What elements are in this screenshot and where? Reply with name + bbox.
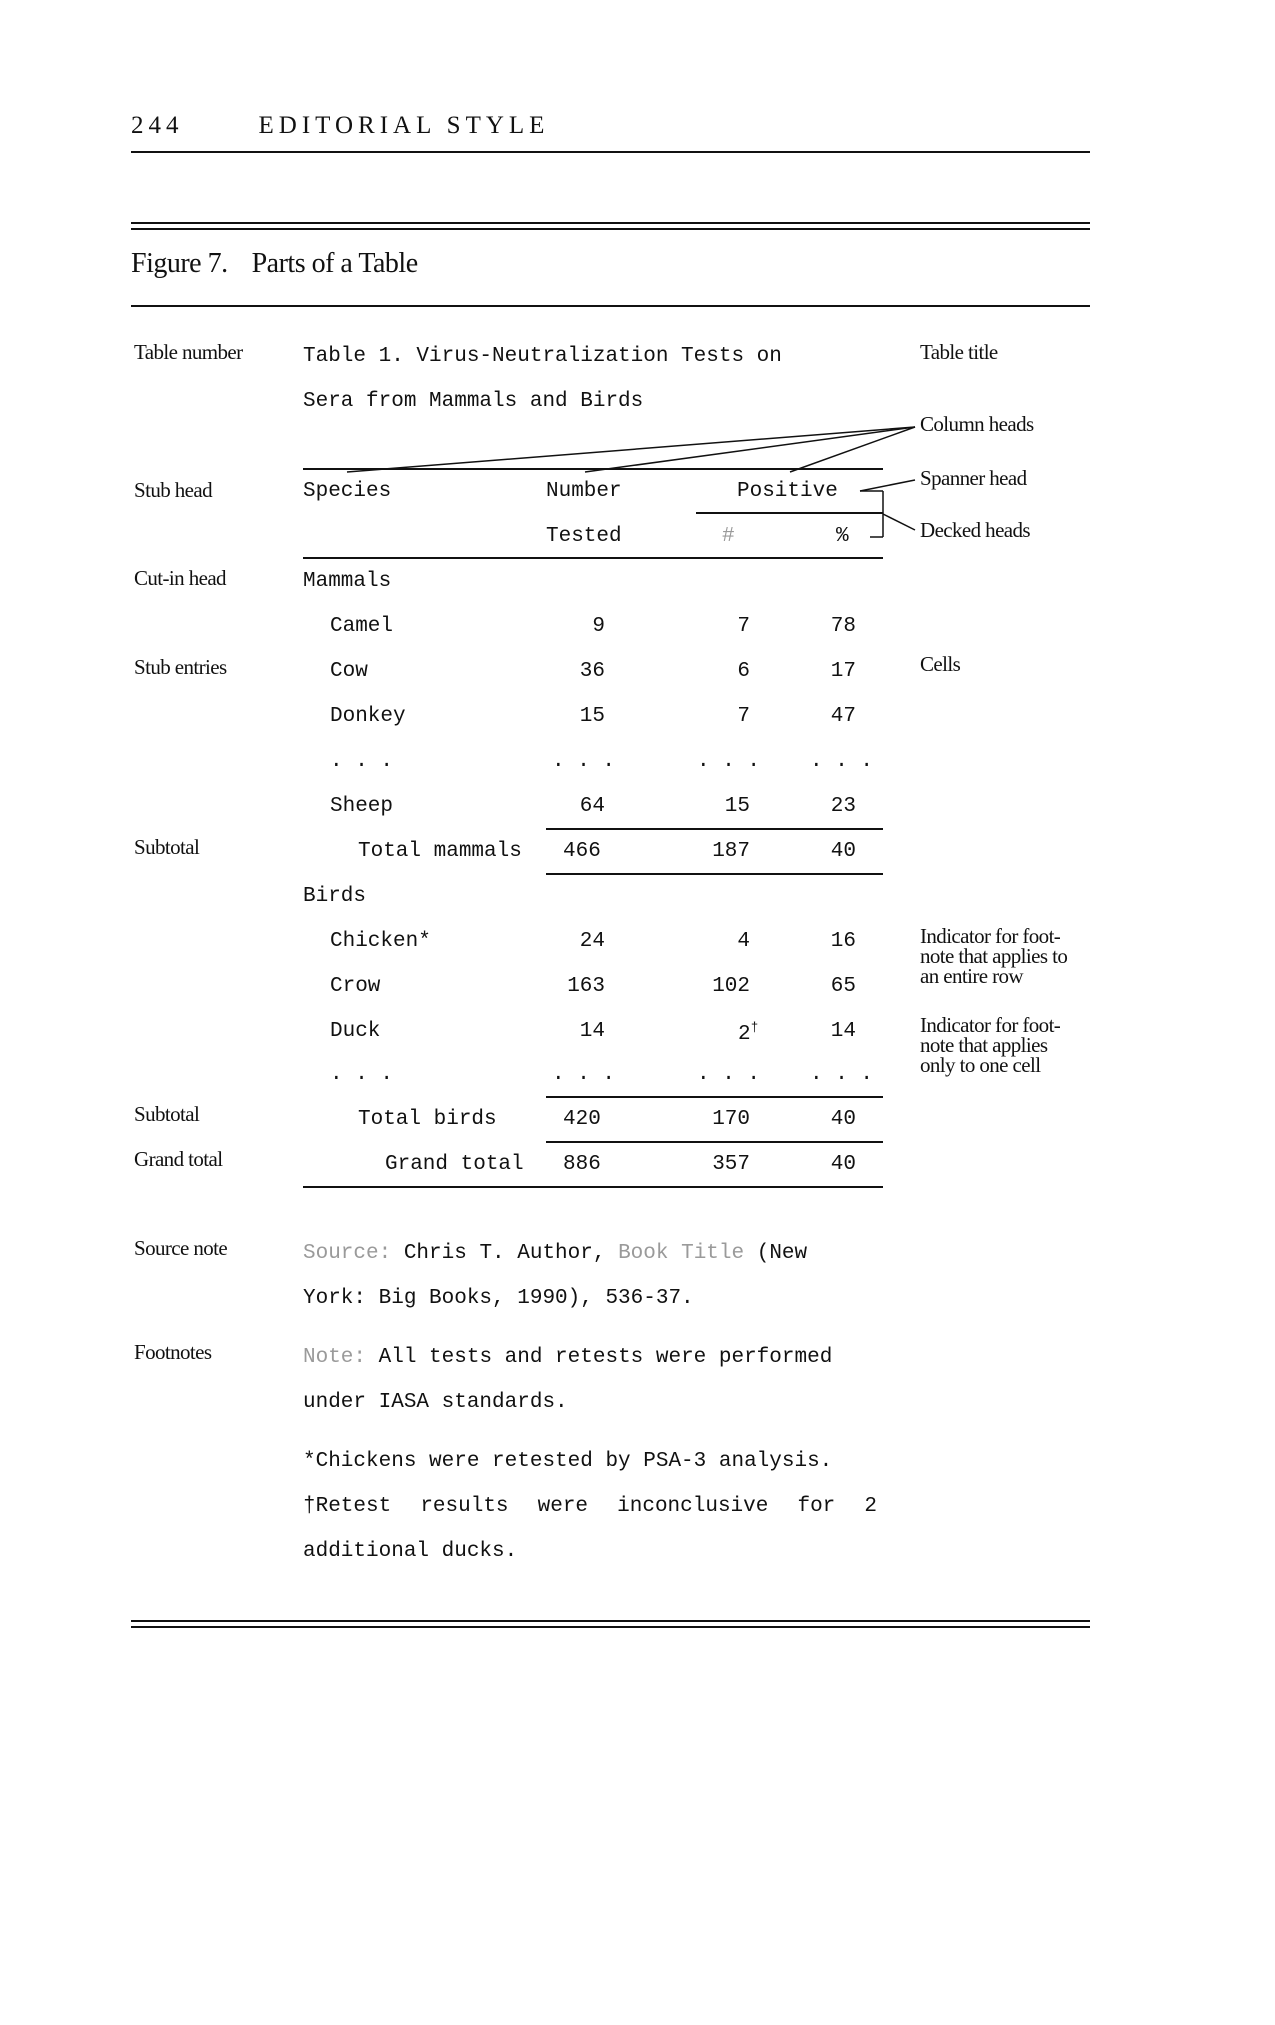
source-book-title: Book Title <box>618 1242 745 1265</box>
subtotal-birds-top-rule <box>546 1096 883 1098</box>
annotation-decked-heads: Decked heads <box>920 518 1030 542</box>
cell-positive: 15 <box>724 795 750 818</box>
stub-entry: Crow <box>330 975 381 998</box>
stub-entry: Cow <box>330 660 368 683</box>
column-head-tested: Tested <box>546 525 622 548</box>
cell-tested: 36 <box>579 660 605 683</box>
subtotal-row-mammals <box>0 840 1275 870</box>
ellipsis: . . . <box>810 1063 874 1086</box>
cell-tested: 24 <box>579 930 605 953</box>
subtotal-label: Total birds <box>358 1108 497 1131</box>
table-row <box>0 795 1275 825</box>
column-heads-pointer-positive <box>790 427 915 472</box>
figure-title: Parts of a Table <box>251 248 418 279</box>
stub-entry: Donkey <box>330 705 406 728</box>
annotation-column-heads: Column heads <box>920 412 1034 436</box>
annotation-grand-total: Grand total <box>134 1147 223 1171</box>
table-top-rule <box>303 468 883 470</box>
cell-percent: 40 <box>830 1153 856 1176</box>
ellipsis: . . . <box>330 750 394 773</box>
annotation-subtotal-mammals: Subtotal <box>134 835 200 859</box>
spanner-rule <box>696 512 883 514</box>
cell-tested: 9 <box>592 615 605 638</box>
annotation-cut-in-head: Cut-in head <box>134 566 226 590</box>
decked-head-count: # <box>722 525 735 548</box>
annotation-row-footnote-line: note that applies to <box>920 944 1068 968</box>
grand-total-row <box>0 1153 1275 1183</box>
source-note-line-2: York: Big Books, 1990), 536-37. <box>303 1287 694 1310</box>
figure-bottom-rule-2 <box>131 1626 1090 1628</box>
cell-positive-value: 2 <box>738 1023 751 1046</box>
annotation-table-number: Table number <box>134 340 243 364</box>
cell-tested: 64 <box>579 795 605 818</box>
annotation-cell-footnote-line: Indicator for foot- <box>920 1013 1061 1037</box>
page-number: 244 <box>131 112 184 139</box>
figure-bottom-rule-1 <box>131 1620 1090 1622</box>
subtotal-mammals-top-rule <box>546 828 883 830</box>
cell-positive: 7 <box>737 705 750 728</box>
cell-percent: 47 <box>830 705 856 728</box>
cell-positive <box>738 1020 758 1046</box>
footnote-word: were <box>537 1495 589 1518</box>
spanner-head-positive: Positive <box>737 480 838 503</box>
stub-entry: Camel <box>330 615 394 638</box>
table-bottom-rule <box>303 1186 883 1188</box>
table-title-line-1: Table 1. Virus-Neutralization Tests on <box>303 345 782 368</box>
cell-tested: 420 <box>563 1108 601 1131</box>
cut-in-head-mammals: Mammals <box>303 570 392 593</box>
source-rest: (New <box>756 1242 808 1265</box>
annotation-subtotal-birds: Subtotal <box>134 1102 200 1126</box>
annotation-footnotes: Footnotes <box>134 1340 212 1364</box>
table-row <box>0 660 1275 690</box>
ellipsis: . . . <box>552 750 616 773</box>
cell-percent: 23 <box>830 795 856 818</box>
cell-tested: 886 <box>563 1153 601 1176</box>
footnote-dagger-line-1 <box>303 1495 877 1518</box>
cell-tested: 466 <box>563 840 601 863</box>
cell-percent: 14 <box>830 1020 856 1043</box>
cell-positive: 187 <box>712 840 750 863</box>
source-lead: Source: <box>303 1242 392 1265</box>
source-author: Chris T. Author, <box>403 1242 606 1265</box>
column-head-number: Number <box>546 480 622 503</box>
decked-heads-pointer <box>883 514 915 530</box>
footnote-word: inconclusive <box>617 1495 769 1518</box>
dagger-indicator: † <box>750 1020 759 1035</box>
subtotal-row-birds <box>0 1108 1275 1138</box>
annotation-stub-entries: Stub entries <box>134 655 227 679</box>
cell-percent: 17 <box>830 660 856 683</box>
cell-positive: 102 <box>712 975 750 998</box>
cell-tested: 15 <box>579 705 605 728</box>
annotation-row-footnote-line: an entire row <box>920 964 1023 988</box>
table-row <box>0 1020 1275 1050</box>
cell-positive: 4 <box>737 930 750 953</box>
footnote-word: †Retest <box>303 1495 392 1518</box>
annotation-stub-head: Stub head <box>134 478 213 502</box>
cell-tested: 163 <box>567 975 605 998</box>
running-title: EDITORIAL STYLE <box>258 112 550 139</box>
table-row <box>0 705 1275 735</box>
footnote-word: results <box>420 1495 509 1518</box>
annotation-row-footnote-line: Indicator for foot- <box>920 924 1061 948</box>
cell-positive: 7 <box>737 615 750 638</box>
note-text: All tests and retests were performed <box>378 1346 833 1369</box>
table-row-ellipsis <box>0 1063 1275 1093</box>
annotation-cell-footnote-line: note that applies <box>920 1033 1048 1057</box>
note-line-1 <box>303 1346 832 1369</box>
cell-positive: 170 <box>712 1108 750 1131</box>
footnote-word: 2 <box>864 1495 877 1518</box>
subtotal-label: Total mammals <box>358 840 522 863</box>
stub-entry: Chicken* <box>330 930 431 953</box>
footnote-dagger-line-2: additional ducks. <box>303 1540 518 1563</box>
cell-percent: 40 <box>830 1108 856 1131</box>
note-lead: Note: <box>303 1346 367 1369</box>
cut-in-head-birds: Birds <box>303 885 367 908</box>
grand-total-label: Grand total <box>385 1153 524 1176</box>
annotation-cells: Cells <box>920 652 961 676</box>
header-bottom-rule <box>303 557 883 559</box>
table-row <box>0 975 1275 1005</box>
annotation-source-note: Source note <box>134 1236 228 1260</box>
ellipsis: . . . <box>810 750 874 773</box>
cell-positive: 357 <box>712 1153 750 1176</box>
note-line-2: under IASA standards. <box>303 1391 568 1414</box>
table-title-line-2: Sera from Mammals and Birds <box>303 390 644 413</box>
stub-entry: Duck <box>330 1020 381 1043</box>
stub-head-species: Species <box>303 480 392 503</box>
ellipsis: . . . <box>697 750 761 773</box>
cell-positive: 6 <box>737 660 750 683</box>
cell-percent: 65 <box>830 975 856 998</box>
stub-entry: Sheep <box>330 795 394 818</box>
annotation-table-title: Table title <box>920 340 998 364</box>
footnote-star: *Chickens were retested by PSA-3 analysis. <box>303 1450 833 1473</box>
subtotal-mammals-bottom-rule <box>546 873 883 875</box>
table-row <box>0 615 1275 645</box>
ellipsis: . . . <box>552 1063 616 1086</box>
subtotal-birds-bottom-rule <box>546 1141 883 1143</box>
decked-head-percent: % <box>836 525 849 548</box>
footnote-word: for <box>797 1495 836 1518</box>
annotation-spanner-head: Spanner head <box>920 466 1027 490</box>
cell-percent: 16 <box>830 930 856 953</box>
annotation-cell-footnote-line: only to one cell <box>920 1053 1041 1077</box>
cell-percent: 40 <box>830 840 856 863</box>
table-row-ellipsis <box>0 750 1275 780</box>
ellipsis: . . . <box>330 1063 394 1086</box>
spanner-head-pointer <box>860 480 915 491</box>
table-row <box>0 930 1275 960</box>
cell-percent: 78 <box>830 615 856 638</box>
figure-label: Figure 7. <box>131 248 228 279</box>
ellipsis: . . . <box>697 1063 761 1086</box>
source-note-line-1 <box>303 1242 807 1265</box>
cell-tested: 14 <box>579 1020 605 1043</box>
